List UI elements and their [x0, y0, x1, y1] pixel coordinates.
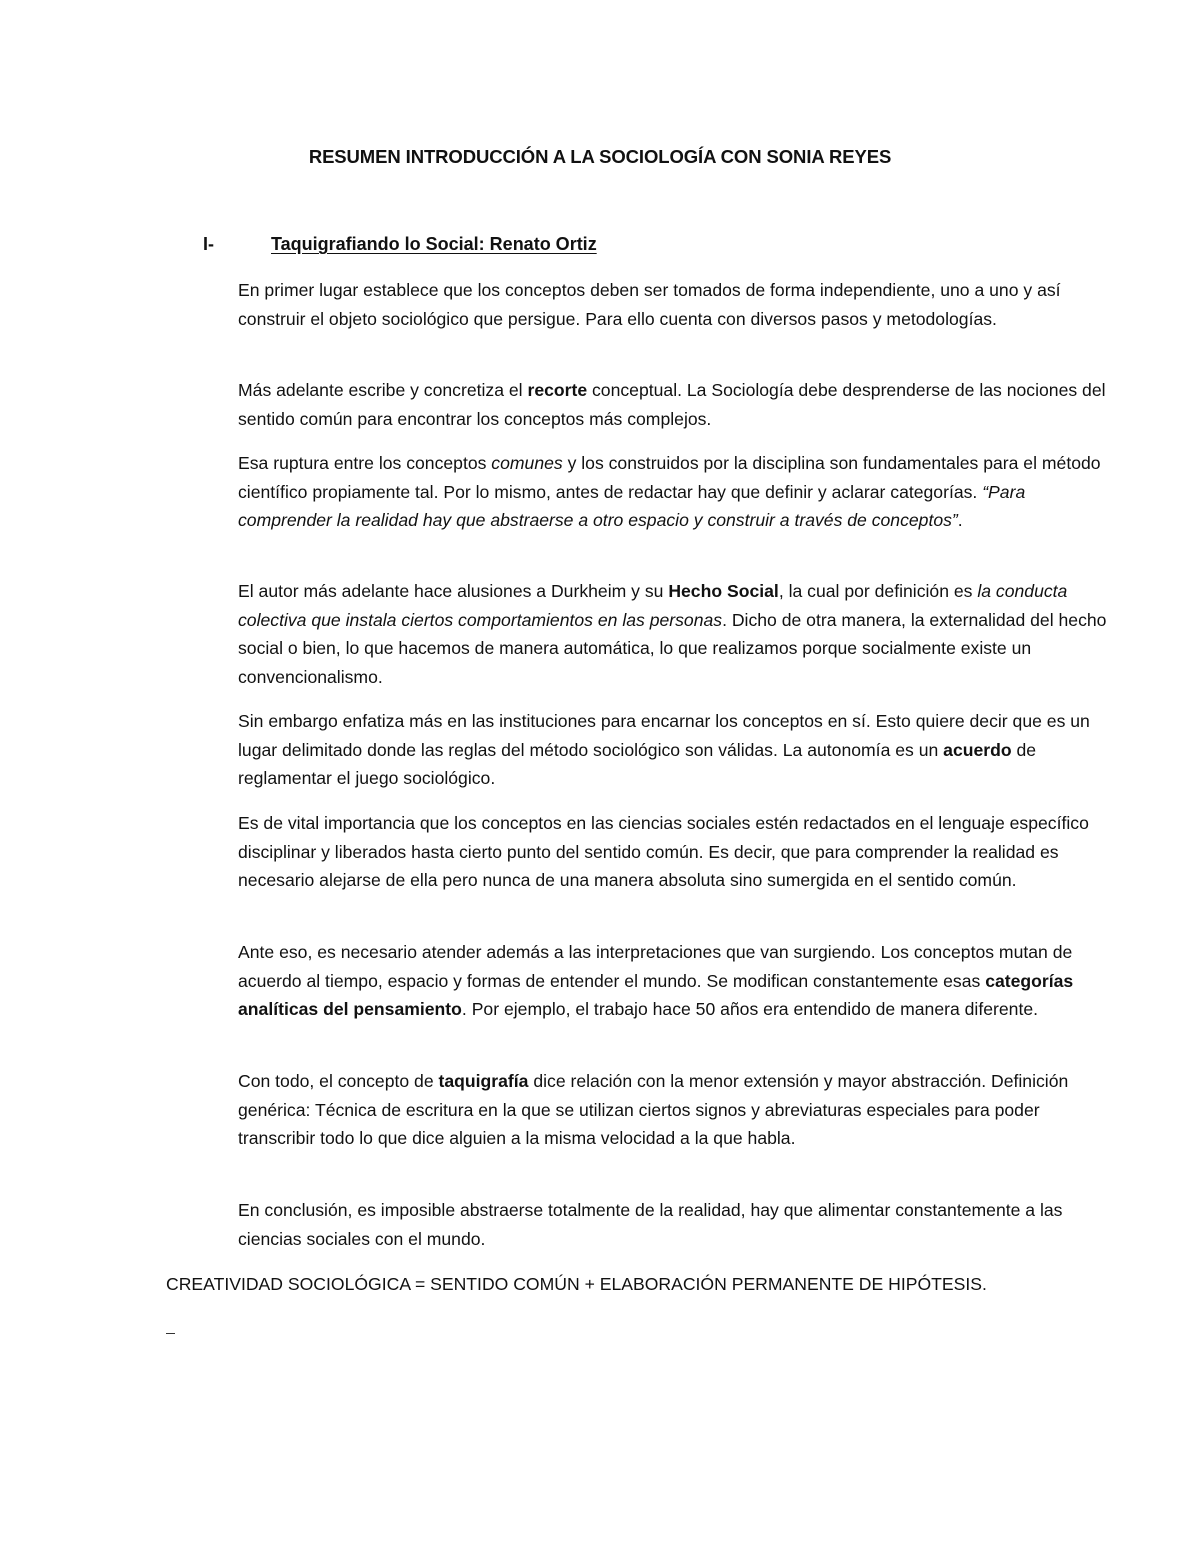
paragraph-6 [166, 809, 1108, 895]
paragraph-3 [166, 449, 1108, 535]
italic-quote: “Para comprender la realidad hay que abstraerse a otro espacio y construir a través de conceptos” [238, 481, 1026, 531]
paragraph-text: dice relación con la menor extensión y mayor abstracción. Definición genérica: Técnica de escritura en la que se utilizan ciertos signos y abreviaturas especiales para poder transcribir todo lo que dice alguien a la misma velocidad a la que habla. [238, 1071, 1069, 1149]
section-title: Taquigrafiando lo Social: Renato Ortiz [271, 234, 597, 254]
paragraph-text: . Por ejemplo, el trabajo hace 50 años era entendido de manera diferente. [461, 999, 1039, 1020]
section-number: I- [203, 234, 214, 254]
paragraph-text: . [957, 510, 963, 531]
section-heading [203, 234, 597, 255]
paragraph-text: En conclusión, es imposible abstraerse totalmente de la realidad, hay que alimentar constantemente a las ciencias sociales con el mundo. [238, 1200, 1063, 1249]
paragraph-1 [166, 276, 1108, 333]
bold-term: categorías analíticas del pensamiento [238, 970, 1074, 1020]
bold-term: acuerdo [943, 739, 1012, 760]
paragraph-7 [166, 938, 1108, 1024]
paragraph-text: Más adelante escribe y concretiza el [238, 380, 528, 400]
paragraph-text: y los construidos por la disciplina son fundamentales para el método científico propiamente tal. Por lo mismo, antes de redactar hay que definir y aclarar categorías. [238, 453, 1101, 502]
paragraph-text: de reglamentar el juego sociológico. [238, 739, 1037, 789]
paragraph-2 [166, 376, 1108, 433]
end-mark [166, 1333, 175, 1334]
paragraph-8 [166, 1067, 1108, 1153]
bold-term: taquigrafía [438, 1071, 529, 1091]
bold-term: recorte [527, 380, 588, 400]
paragraph-text: En primer lugar establece que los conceptos deben ser tomados de forma independiente, uno a uno y así construir el objeto sociológico que persigue. Para ello cuenta con diversos pasos y metodologías. [238, 280, 1061, 329]
paragraph-5 [166, 707, 1108, 793]
paragraph-4 [166, 577, 1108, 691]
document-title: RESUMEN INTRODUCCIÓN A LA SOCIOLOGÍA CON SONIA REYES [308, 146, 892, 167]
italic-term: comunes [491, 453, 563, 473]
bold-term: Hecho Social [668, 581, 779, 601]
paragraph-text: Ante eso, es necesario atender además a las interpretaciones que van surgiendo. Los conceptos mutan de acuerdo al tiempo, espacio y formas de entender el mundo. Se modifican constantemente esas [238, 942, 1073, 991]
paragraph-text: conceptual. La Sociología debe desprenderse de las nociones del sentido común para encontrar los conceptos más complejos. [238, 380, 1106, 429]
paragraph-9 [166, 1196, 1108, 1253]
paragraph-text: Sin embargo enfatiza más en las instituciones para encarnar los conceptos en sí. Esto quiere decir que es un lugar delimitado donde las reglas del método sociológico son válidas. La autonomía es un [238, 711, 1090, 760]
paragraph-text: Esa ruptura entre los conceptos [238, 453, 492, 473]
paragraph-text: Es de vital importancia que los conceptos en las ciencias sociales estén redactados en el lenguaje específico disciplinar y liberados hasta cierto punto del sentido común. Es decir, que para comprender la realidad es necesario alejarse de ella pero nunca de una manera absoluta sino sumergida en el sentido común. [238, 813, 1089, 891]
paragraph-text: Con todo, el concepto de [238, 1071, 439, 1091]
italic-definition: la conducta colectiva que instala ciertos comportamientos en las personas [238, 581, 1068, 630]
formula-line: CREATIVIDAD SOCIOLÓGICA = SENTIDO COMÚN + ELABORACIÓN PERMANENTE DE HIPÓTESIS. [166, 1274, 987, 1294]
paragraph-text: . Dicho de otra manera, la externalidad del hecho social o bien, lo que hacemos de manera automática, lo que realizamos porque socialmente existe un convencionalismo. [238, 609, 1107, 687]
paragraph-text: El autor más adelante hace alusiones a Durkheim y su [238, 581, 669, 601]
paragraph-text: , la cual por definición es [778, 581, 978, 601]
